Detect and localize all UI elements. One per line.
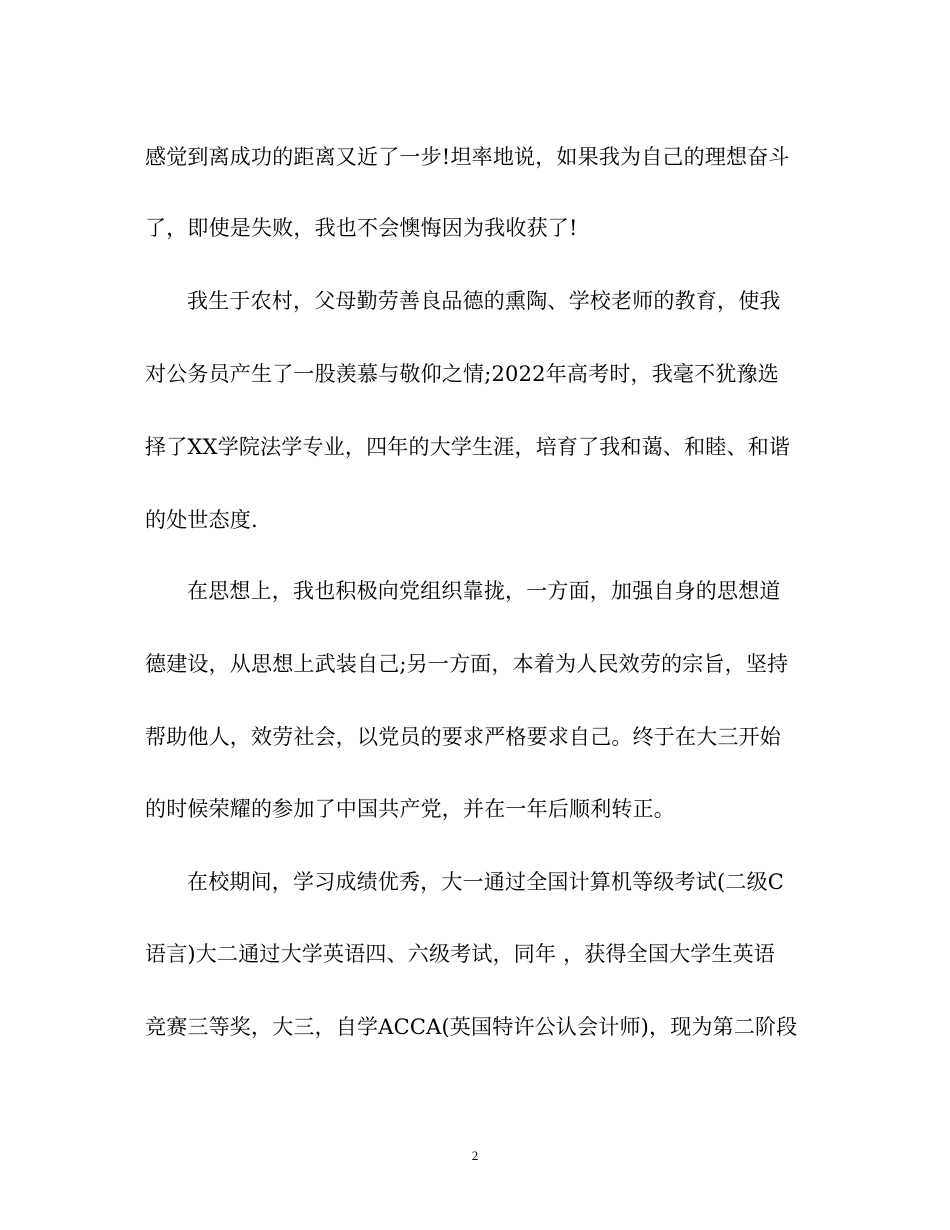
- text-line: 了，即使是失败，我也不会懊悔因为我收获了!: [145, 216, 578, 240]
- text-line: 对公务员产生了一股羡慕与敬仰之情;2022年高考时，我毫不犹豫选: [145, 362, 779, 386]
- paragraph-start-line: 在校期间，学习成绩优秀，大一通过全国计算机等级考试(二级C: [187, 870, 785, 894]
- text-line: 帮助他人，效劳社会，以党员的要求严格要求自己。终于在大三开始: [145, 725, 781, 749]
- paragraph-start-line: 在思想上，我也积极向党组织靠拢，一方面，加强自身的思想道: [187, 579, 781, 603]
- page-number: 2: [471, 1148, 479, 1163]
- text-line: 择了XX学院法学专业，四年的大学生涯，培育了我和蔼、和睦、和谐: [145, 435, 791, 459]
- text-line: 德建设，从思想上武装自己;另一方面，本着为人民效劳的宗旨，坚持: [145, 652, 789, 676]
- text-line: 竞赛三等奖，大三，自学ACCA(英国特许公认会计师)，现为第二阶段: [145, 1015, 798, 1039]
- text-line: 语言)大二通过大学英语四、六级考试，同年 ，获得全国大学生英语: [145, 942, 776, 966]
- paragraph-start-line: 我生于农村，父母勤劳善良品德的熏陶、学校老师的教育，使我: [187, 289, 781, 313]
- text-line: 的时候荣耀的参加了中国共产党，并在一年后顺利转正。: [145, 797, 675, 821]
- text-line: 的处世态度.: [145, 508, 258, 532]
- text-line: 感觉到离成功的距离又近了一步!坦率地说，如果我为自己的理想奋斗: [145, 145, 790, 169]
